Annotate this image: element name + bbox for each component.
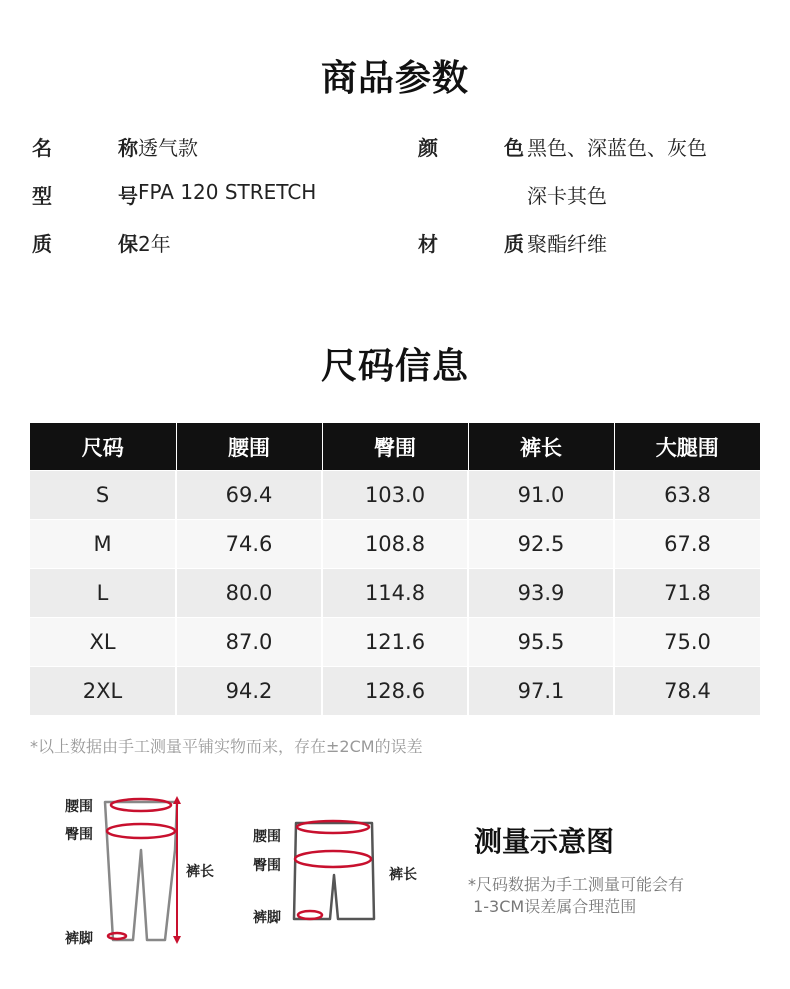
param-label — [32, 228, 138, 257]
table-cell: 75.0 — [614, 618, 760, 667]
size-header-cell: 大腿围 — [614, 423, 760, 471]
param-label-char: 质 — [32, 232, 52, 256]
param-label-char: 号 — [118, 184, 138, 208]
table-cell: 114.8 — [322, 569, 468, 618]
table-cell: 93.9 — [468, 569, 614, 618]
param-label — [418, 228, 524, 257]
param-label-char: 名 — [32, 136, 52, 160]
size-header-cell: 腰围 — [176, 423, 322, 471]
param-label-char: 质 — [504, 232, 524, 256]
size-table — [30, 423, 760, 715]
table-cell: 87.0 — [176, 618, 322, 667]
table-cell: XL — [30, 618, 176, 667]
diagram-note: *尺码数据为手工测量可能会有 1-3CM误差属合理范围 — [468, 875, 685, 916]
size-note: *以上数据由手工测量平铺实物而来，存在±2CM的误差 — [30, 737, 423, 756]
size-header-cell: 臀围 — [322, 423, 468, 471]
table-cell: 92.5 — [468, 520, 614, 569]
param-label-char: 型 — [32, 184, 52, 208]
param-label-char: 称 — [118, 136, 138, 160]
table-cell: 63.8 — [614, 471, 760, 520]
table-cell: S — [30, 471, 176, 520]
table-cell: 67.8 — [614, 520, 760, 569]
table-row — [30, 569, 760, 618]
table-cell: 128.6 — [322, 667, 468, 716]
param-label-char: 颜 — [418, 136, 438, 160]
table-cell: M — [30, 520, 176, 569]
size-header-cell: 裤长 — [468, 423, 614, 471]
param-label — [32, 180, 138, 209]
size-table-header — [30, 423, 760, 471]
table-cell: 74.6 — [176, 520, 322, 569]
table-cell: L — [30, 569, 176, 618]
long-waist-label: 腰围 — [65, 799, 93, 815]
table-cell: 97.1 — [468, 667, 614, 716]
table-cell: 2XL — [30, 667, 176, 716]
table-cell: 69.4 — [176, 471, 322, 520]
long-hip-label: 臀围 — [65, 827, 93, 843]
param-label-char: 保 — [118, 232, 138, 256]
shorts-hem-label: 裤脚 — [253, 910, 281, 926]
table-row — [30, 618, 760, 667]
param-value: 透气款 — [138, 136, 198, 160]
table-row — [30, 667, 760, 716]
diagram-title: 测量示意图 — [474, 825, 615, 858]
param-value: 聚酯纤维 — [527, 232, 607, 256]
shorts-length-label: 裤长 — [389, 867, 417, 883]
param-value: FPA 120 STRETCH — [138, 180, 317, 204]
table-row — [30, 471, 760, 520]
table-cell: 121.6 — [322, 618, 468, 667]
table-cell: 95.5 — [468, 618, 614, 667]
param-label — [32, 132, 138, 161]
table-cell: 103.0 — [322, 471, 468, 520]
table-cell: 71.8 — [614, 569, 760, 618]
shorts-hip-label: 臀围 — [253, 858, 281, 874]
param-label-char: 材 — [418, 232, 438, 256]
table-cell: 78.4 — [614, 667, 760, 716]
table-cell: 94.2 — [176, 667, 322, 716]
long-length-label: 裤长 — [186, 864, 214, 880]
size-header-cell: 尺码 — [30, 423, 176, 471]
param-label — [418, 132, 524, 161]
param-value-line2: 深卡其色 — [527, 184, 607, 208]
param-label-char: 色 — [504, 136, 524, 160]
shorts-figure — [288, 815, 384, 927]
param-value: 2年 — [138, 232, 171, 256]
long-hem-label: 裤脚 — [65, 931, 93, 947]
table-cell: 108.8 — [322, 520, 468, 569]
table-row — [30, 520, 760, 569]
params-title: 商品参数 — [320, 58, 469, 99]
table-cell: 80.0 — [176, 569, 322, 618]
shorts-waist-label: 腰围 — [253, 829, 281, 845]
param-value: 黑色、深蓝色、灰色 — [527, 136, 707, 160]
table-cell: 91.0 — [468, 471, 614, 520]
size-title: 尺码信息 — [320, 346, 469, 387]
